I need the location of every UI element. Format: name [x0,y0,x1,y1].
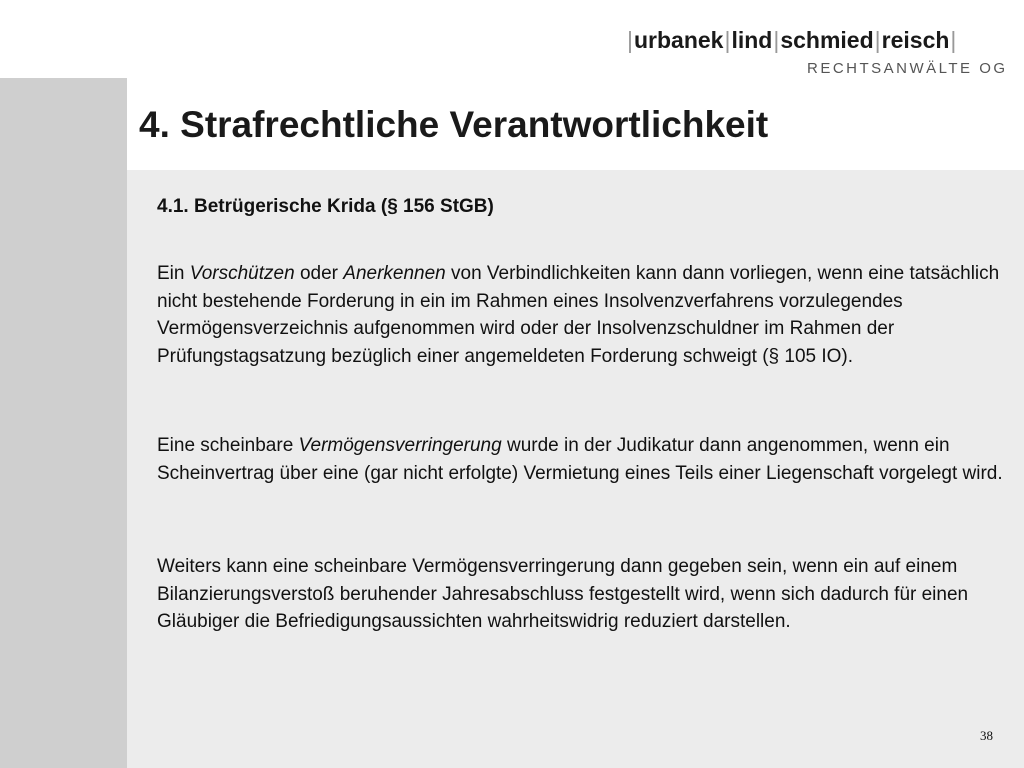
section-heading: 4.1. Betrügerische Krida (§ 156 StGB) [157,196,494,217]
paragraph-text: Ein [157,263,190,284]
logo-subtitle: RECHTSANWÄLTE OG [807,60,1008,77]
logo-separator: | [627,27,633,53]
logo-name-urbanek: urbanek [633,27,724,53]
paragraph-text: von Verbindlichkeiten kann dann vorliegen, wenn eine tatsächlich nicht bestehende Forderung in ein im Rahmen eines Insolvenzverfahrens vorzulegendes Vermögensverzeichnis aufgenommen wird oder der Insolvenzschuldner im Rahmen der Prüfungstagsatzung bezüglich einer angemeldeten Forderung schweigt (§ 105 IO). [157,263,1000,367]
paragraph-text: Eine scheinbare [157,435,299,456]
logo-separator: | [950,27,957,53]
logo-separator: | [874,27,881,53]
paragraph-bilanzierung: Weiters kann eine scheinbare Vermögensverringerung dann gegeben sein, wenn ein auf einem Bilanzierungsverstoß beruhender Jahresabschluss festgestellt wird, wenn sich dadurch für einen Gläubiger die Befriedigungsaussichten wahrheitswidrig reduziert darstellen. [157,556,969,632]
left-decorative-band [0,78,127,768]
emphasis-term: Vorschützen [189,263,295,284]
emphasis-term: Vermögensverringerung [298,435,502,456]
logo-name-schmied: schmied [780,27,874,53]
paragraph-vorschuetzen [157,260,1012,370]
logo-separator: | [724,27,731,53]
paragraph-vermoegensverringerung [157,432,1012,487]
logo-firm-names [626,26,1006,54]
page-number: 38 [980,728,993,743]
firm-logo [626,26,1008,77]
slide-title: 4. Strafrechtliche Verantwortlichkeit [139,104,769,145]
logo-name-reisch: reisch [881,27,950,53]
paragraph-text: oder [294,263,344,284]
emphasis-term: Anerkennen [343,263,446,284]
logo-separator: | [773,27,780,53]
logo-name-lind: lind [731,27,773,53]
paragraph-text: wurde in der Judikatur dann angenommen, wenn ein Scheinvertrag über eine (gar nicht erfolgte) Vermietung eines Teils einer Liegenschaft vorgelegt wird. [157,435,1003,484]
